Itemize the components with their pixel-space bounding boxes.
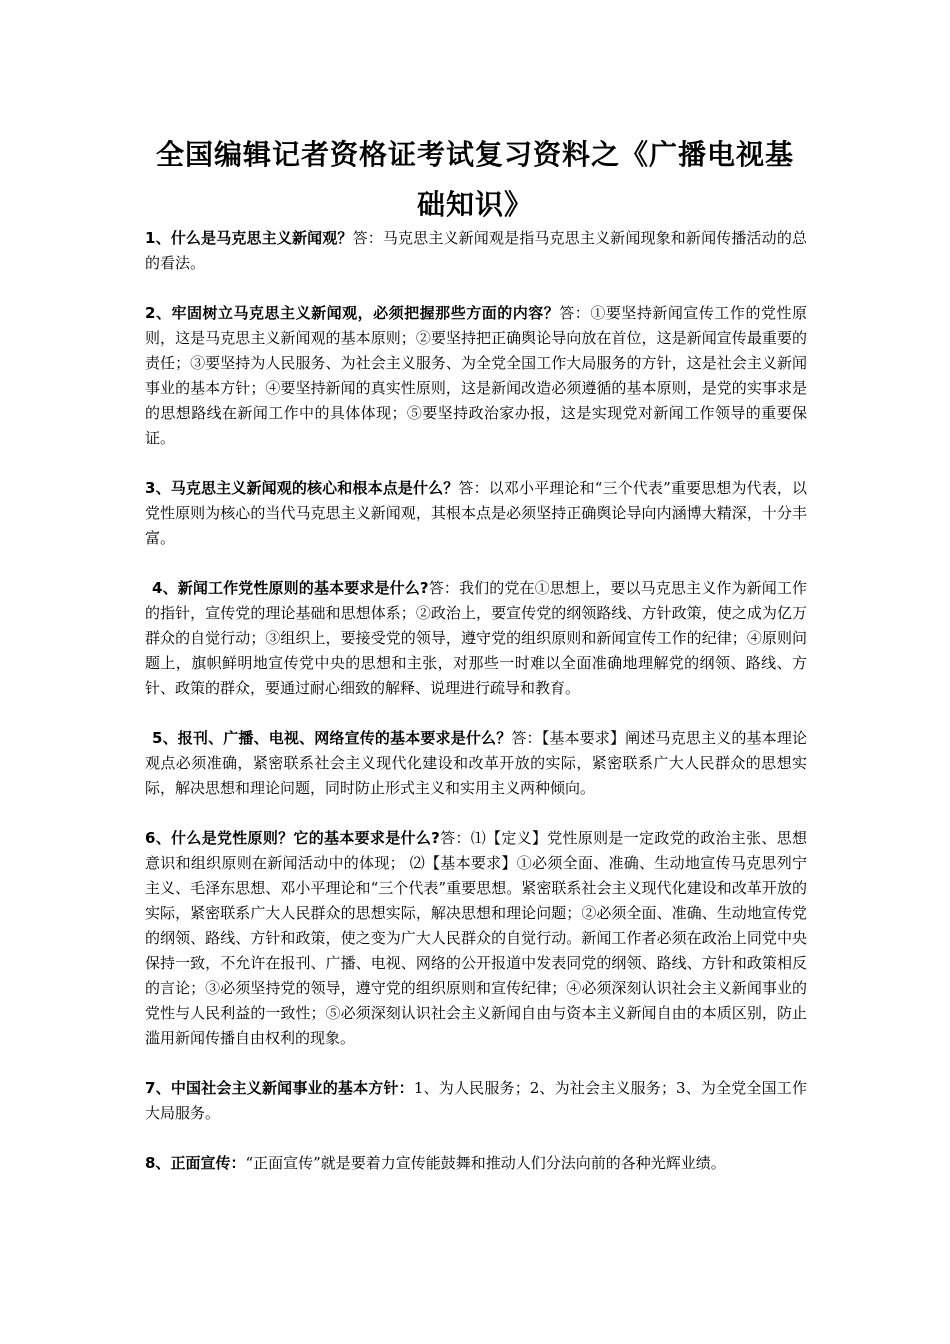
qa-item-8 bbox=[145, 1151, 807, 1176]
qa-item-5 bbox=[145, 726, 807, 801]
qa-item-3 bbox=[145, 476, 807, 551]
item-answer: 答：⑴【定义】党性原则是一定政党的政治主张、思想意识和组织原则在新闻活动中的体现； ⑵【基本要求】①必须全面、准确、生动地宣传马克思列宁主义、毛泽东思想、邓小平理论和“三个代表”重要思想。紧密联系社会主义现代化建设和改革开放的实际，紧密联系广大人民群众的思想实际，解决思想和理论问题；②必须全面、准确、生动地宣传党的纲领、路线、方针和政策，使之变为广大人民群众的自觉行动。新闻工作者必须在政治上同党中央保持一致，不允许在报刊、广播、电视、网络的公开报道中发表同党的纲领、路线、方针和政策相反的言论；③必须坚持党的领导，遵守党的组织原则和宣传纪律；④必须深刻认识社会主义新闻事业的党性与人民利益的一致性；⑤必须深刻认识社会主义新闻自由与资本主义新闻自由的本质区别，防止滥用新闻传播自由权利的现象。 bbox=[145, 829, 807, 1047]
item-answer: 答：【基本要求】阐述马克思主义的基本理论观点必须准确，紧密联系社会主义现代化建设和改革开放的实际，紧密联系广大人民群众的思想实际，解决思想和理论问题，同时防止形式主义和实用主义两种倾向。 bbox=[145, 729, 807, 797]
item-question: 正面宣传： bbox=[170, 1154, 246, 1172]
item-number: 6、 bbox=[145, 829, 172, 847]
item-question: 新闻工作党性原则的基本要求是什么? bbox=[177, 579, 429, 597]
item-question: 什么是党性原则？它的基本要求是什么? bbox=[171, 829, 440, 847]
document-body bbox=[145, 226, 807, 1201]
item-number: 4、 bbox=[152, 579, 178, 597]
item-question: 马克思主义新闻观的核心和根本点是什么？ bbox=[170, 479, 459, 497]
item-question: 报刊、广播、电视、网络宣传的基本要求是什么？ bbox=[177, 729, 512, 747]
item-question: 什么是马克思主义新闻观？ bbox=[170, 229, 353, 247]
qa-item-6 bbox=[145, 826, 807, 1051]
item-answer: “正面宣传”就是要着力宣传能鼓舞和推动人们分法向前的各种光辉业绩。 bbox=[245, 1154, 726, 1172]
item-number: 7、 bbox=[145, 1079, 171, 1097]
item-number: 3、 bbox=[145, 479, 171, 497]
item-answer: 1、为人民服务；2、为社会主义服务；3、为全党全国工作大局服务。 bbox=[145, 1079, 807, 1122]
item-number: 1、 bbox=[145, 229, 171, 247]
item-number: 5、 bbox=[152, 729, 178, 747]
item-number: 2、 bbox=[145, 304, 172, 322]
qa-item-4 bbox=[145, 576, 807, 701]
qa-item-1 bbox=[145, 226, 807, 276]
document-title: 全国编辑记者资格证考试复习资料之《广播电视基础知识》 bbox=[155, 138, 794, 221]
item-answer: 答：我们的党在①思想上，要以马克思主义作为新闻工作的指针，宣传党的理论基础和思想体系；②政治上，要宣传党的纲领路线、方针政策，使之成为亿万群众的自觉行动；③组织上，要接受党的领导，遵守党的组织原则和新闻宣传工作的纪律；④原则问题上，旗帜鲜明地宣传党中央的思想和主张，对那些一时难以全面准确地理解党的纲领、路线、方针、政策的群众，要通过耐心细致的解释、说理进行疏导和教育。 bbox=[145, 579, 808, 697]
item-answer: 答：以邓小平理论和“三个代表”重要思想为代表，以党性原则为核心的当代马克思主义新闻观，其根本点是必须坚持正确舆论导向内涵博大精深，十分丰富。 bbox=[145, 479, 808, 547]
qa-item-7 bbox=[145, 1076, 807, 1126]
item-question: 中国社会主义新闻事业的基本方针： bbox=[170, 1079, 414, 1097]
item-answer: 答：①要坚持新闻宣传工作的党性原则，这是马克思主义新闻观的基本原则；②要坚持把正确舆论导向放在首位，这是新闻宣传最重要的责任；③要坚持为人民服务、为社会主义服务、为全党全国工作大局服务的方针，这是社会主义新闻事业的基本方针；④要坚持新闻的真实性原则，这是新闻改造必须遵循的基本原则，是党的实事求是的思想路线在新闻工作中的具体体现；⑤要坚持政治家办报，这是实现党对新闻工作领导的重要保证。 bbox=[145, 304, 807, 447]
item-question: 牢固树立马克思主义新闻观，必须把握那些方面的内容？ bbox=[171, 304, 560, 322]
item-number: 8、 bbox=[145, 1154, 171, 1172]
item-answer: 答：马克思主义新闻观是指马克思主义新闻现象和新闻传播活动的总的看法。 bbox=[145, 229, 807, 272]
qa-item-2 bbox=[145, 301, 807, 451]
